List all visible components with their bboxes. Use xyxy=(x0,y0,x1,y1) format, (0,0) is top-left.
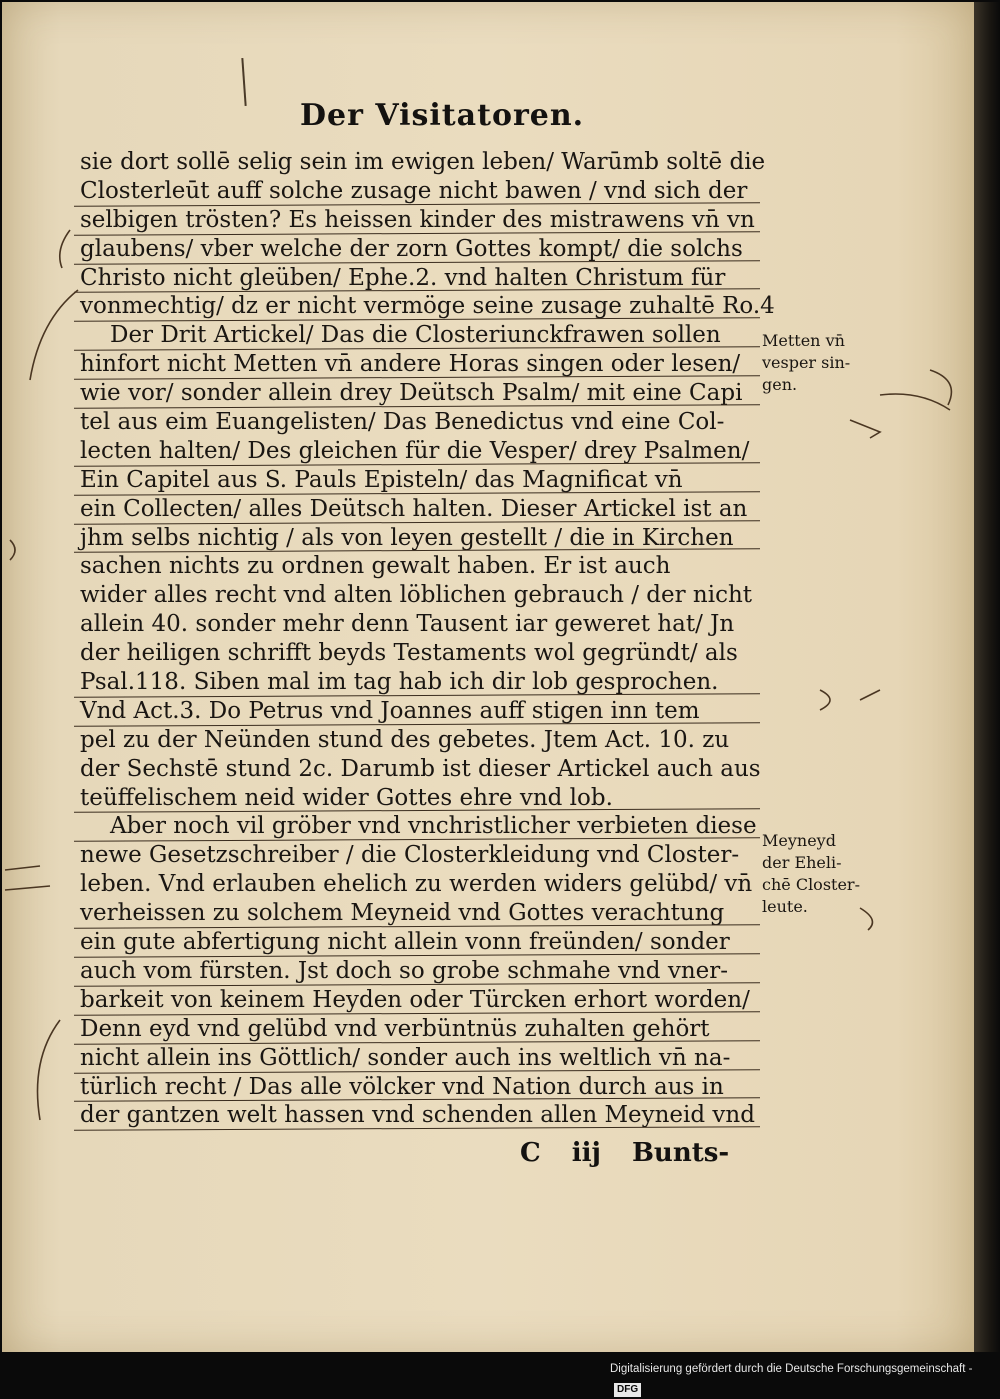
margin-note-line: leute. xyxy=(762,897,808,916)
text-line: sachen nichts zu ordnen gewalt haben. Er ist auch xyxy=(80,553,671,580)
text-line: pel zu der Neünden stund des gebetes. Jtem Act. 10. zu xyxy=(80,726,730,753)
text-line: Denn eyd vnd gelübd vnd verbüntnüs zuhalten gehört xyxy=(80,1015,770,1044)
text-line: ein Collecten/ alles Deütsch halten. Dieser Artickel ist an xyxy=(80,495,770,524)
margin-lines-left xyxy=(5,866,50,890)
margin-note-line: gen. xyxy=(762,375,798,394)
margin-mark-right xyxy=(850,420,880,438)
margin-note-line: der Eheli- xyxy=(762,853,842,872)
footer-credit xyxy=(610,1359,1000,1395)
text-line: barkeit von keinem Heyden oder Türcken erhort worden/ xyxy=(80,986,770,1015)
text-line: Aber noch vil gröber vnd vnchristlicher verbieten diese xyxy=(80,812,770,841)
text-line: ein gute abfertigung nicht allein vonn freünden/ sonder xyxy=(80,928,770,957)
text-line: wider alles recht vnd alten löblichen gebrauch / der nicht xyxy=(80,582,753,609)
text-line: der gantzen welt hassen vnd schenden allen Meyneid vnd xyxy=(80,1101,770,1130)
text-line: vonmechtig/ dz er nicht vermöge seine zusage zuhaltē Ro.4 xyxy=(80,293,775,320)
signature-mark: C iij Bunts- xyxy=(520,1138,730,1168)
text-line: verheissen zu solchem Meyneid vnd Gottes verachtung xyxy=(80,899,770,928)
footer-text: Digitalisierung gefördert durch die Deutsche Forschungsgemeinschaft - xyxy=(610,1363,973,1375)
text-line: jhm selbs nichtig / als von leyen gestellt / die in Kirchen xyxy=(80,524,770,553)
margin-flourish-right xyxy=(880,370,951,410)
text-line: der Sechstē stund 2c. Darumb ist dieser Artickel auch aus xyxy=(80,755,761,782)
margin-mark-leute xyxy=(860,908,873,930)
text-line: selbigen trösten? Es heissen kinder des mistrawens vn̄ vn xyxy=(80,206,770,235)
text-line: hinfort nicht Metten vn̄ andere Horas singen oder lesen/ xyxy=(80,350,770,379)
margin-note-line: Meyneyd xyxy=(762,831,836,850)
dfg-logo: DFG xyxy=(614,1383,641,1397)
margin-bracket-left xyxy=(30,230,78,380)
margin-bracket-lower xyxy=(38,1020,61,1120)
text-line: Closterleūt auff solche zusage nicht bawen / vnd sich der xyxy=(80,177,770,206)
running-header: Der Visitatoren. xyxy=(300,98,585,133)
text-line: allein 40. sonder mehr denn Tausent iar geweret hat/ Jn xyxy=(80,611,735,638)
margin-note-line: vesper sin- xyxy=(762,353,851,372)
text-line: teüffelischem neid wider Gottes ehre vnd lob. xyxy=(80,784,770,813)
text-line: Der Drit Artickel/ Das die Closteriunckfrawen sollen xyxy=(80,321,770,350)
text-line: Ein Capitel aus S. Pauls Episteln/ das Magnificat vn̄ xyxy=(80,466,770,495)
text-line: der heiligen schrifft beyds Testaments wol gegründt/ als xyxy=(80,640,738,667)
text-line: nicht allein ins Göttlich/ sonder auch ins weltlich vn̄ na- xyxy=(80,1044,770,1073)
text-line: wie vor/ sonder allein drey Deütsch Psalm/ mit eine Capi xyxy=(80,379,770,408)
text-line: tel aus eim Euangelisten/ Das Benedictus vnd eine Col- xyxy=(80,409,725,436)
margin-mark-psal xyxy=(820,690,880,710)
text-line: glaubens/ vber welche der zorn Gottes kompt/ die solchs xyxy=(80,235,770,264)
text-line: Psal.118. Siben mal im tag hab ich dir lob gesprochen. xyxy=(80,668,770,697)
text-line: newe Gesetzschreiber / die Closterkleidung vnd Closter- xyxy=(80,842,740,869)
text-line: lecten halten/ Des gleichen für die Vesper/ drey Psalmen/ xyxy=(80,437,770,466)
text-line: Christo nicht gleüben/ Ephe.2. vnd halten Christum für xyxy=(80,264,770,293)
margin-note-line: chē Closter- xyxy=(762,875,860,894)
text-line: sie dort sollē selig sein im ewigen leben/ Warūmb soltē die xyxy=(80,149,766,175)
text-line: Vnd Act.3. Do Petrus vnd Joannes auff stigen inn tem xyxy=(80,697,770,726)
margin-note-line: Metten vn̄ xyxy=(762,331,845,350)
text-line: leben. Vnd erlauben ehelich zu werden widers gelübd/ vn̄ xyxy=(80,871,753,898)
text-line: türlich recht / Das alle völcker vnd Nation durch aus in xyxy=(80,1073,770,1102)
text-line: auch vom fürsten. Jst doch so grobe schmahe vnd vner- xyxy=(80,957,770,986)
margin-mark-left xyxy=(10,540,15,560)
